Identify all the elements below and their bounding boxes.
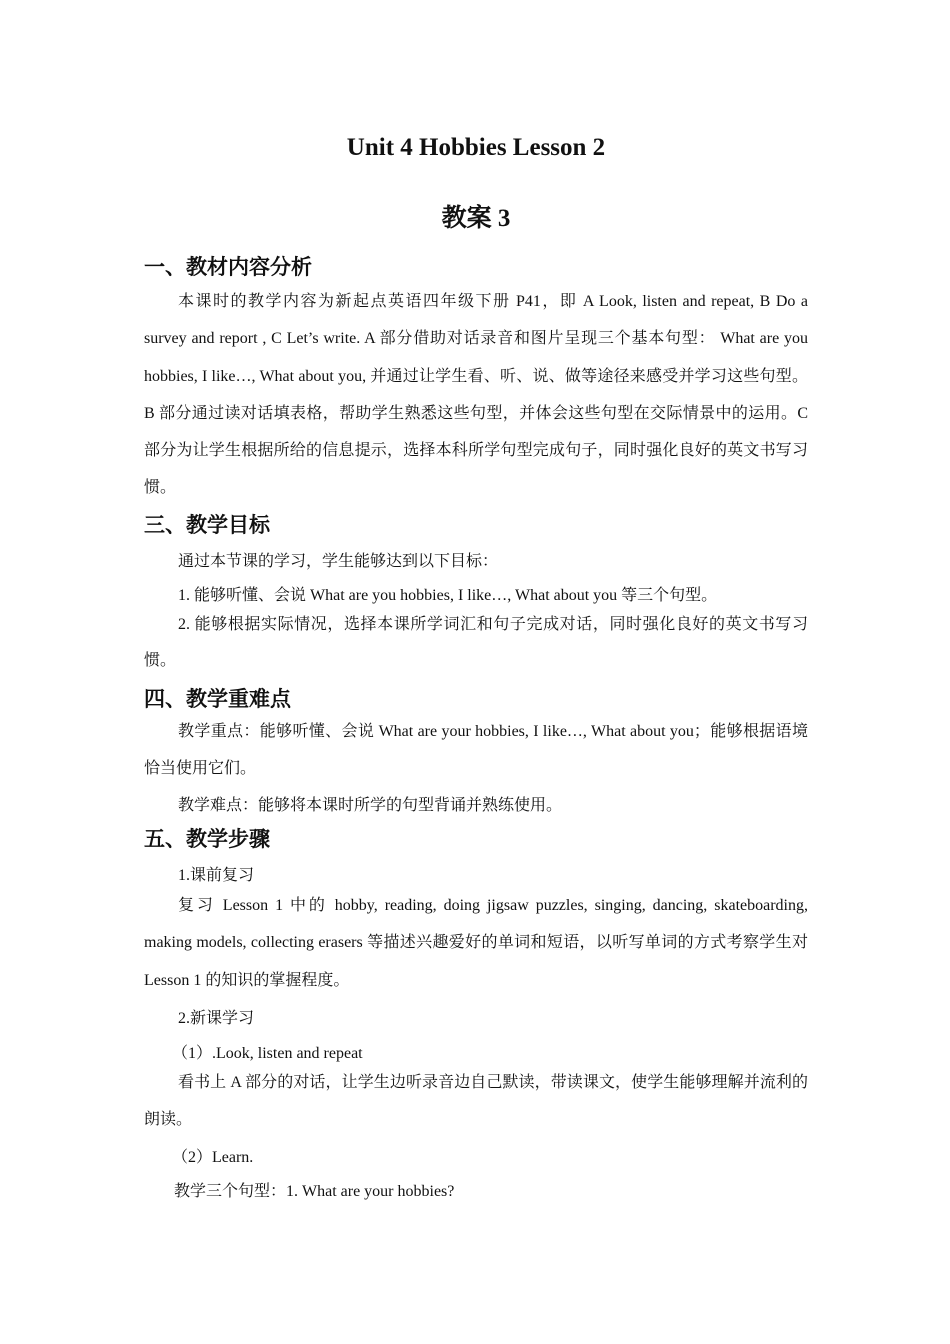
- content-analysis-paragraph: 本课时的教学内容为新起点英语四年级下册 P41，即 A Look, listen and repeat, B Do a survey and report , C Let’s write. A 部分借助对话录音和图片呈现三个基本句型： What are you hobbies, I like…, What about you, 并通过让学生看、听、说、做等途径来感受并学习这些句型。B 部分通过读对话填表格，帮助学生熟悉这些句型，并体会这些句型在交际情景中的运用。C 部分为让学生根据所给的信息提示，选择本科所学句型完成句子，同时强化良好的英文书写习惯。: [144, 293, 808, 497]
- document-subtitle: 教案 3: [441, 205, 511, 232]
- key-point-paragraph: 教学重点：能够听懂、会说 What are your hobbies, I like…, What about you；能够根据语境恰当使用它们。: [144, 723, 808, 778]
- step-1-title: 1.课前复习: [178, 867, 255, 884]
- document-title: Unit 4 Hobbies Lesson 2: [346, 134, 606, 161]
- objective-item-2: 2. 能够根据实际情况，选择本课所学词汇和句子完成对话，同时强化良好的英文书写习惯。: [144, 616, 808, 669]
- difficulty-paragraph: 教学难点：能够将本课时所学的句型背诵并熟练使用。: [178, 797, 563, 814]
- objectives-intro: 通过本节课的学习，学生能够达到以下目标：: [178, 553, 499, 570]
- section-heading-content-analysis: 一、教材内容分析: [144, 255, 312, 279]
- sub-step-2-text: 教学三个句型：1. What are your hobbies?: [174, 1183, 455, 1200]
- objective-item-1: 1. 能够听懂、会说 What are you hobbies, I like…, What about you 等三个句型。: [178, 587, 718, 604]
- step-2-title: 2.新课学习: [178, 1010, 255, 1027]
- section-heading-steps: 五、教学步骤: [144, 827, 270, 851]
- sub-step-1-title: （1）.Look, listen and repeat: [172, 1045, 363, 1062]
- section-heading-objectives: 三、教学目标: [144, 513, 270, 537]
- section-heading-key-points: 四、教学重难点: [144, 687, 291, 711]
- sub-step-1-paragraph: 看书上 A 部分的对话，让学生边听录音边自己默读，带读课文，使学生能够理解并流利的朗读。: [144, 1074, 808, 1129]
- step-1-paragraph: 复习 Lesson 1 中的 hobby, reading, doing jigsaw puzzles, singing, dancing, skateboarding, making models, collecting erasers 等描述兴趣爱好的单词和短语，以听写单词的方式考察学生对 Lesson 1 的知识的掌握程度。: [144, 897, 808, 989]
- sub-step-2-title: （2）Learn.: [172, 1149, 254, 1166]
